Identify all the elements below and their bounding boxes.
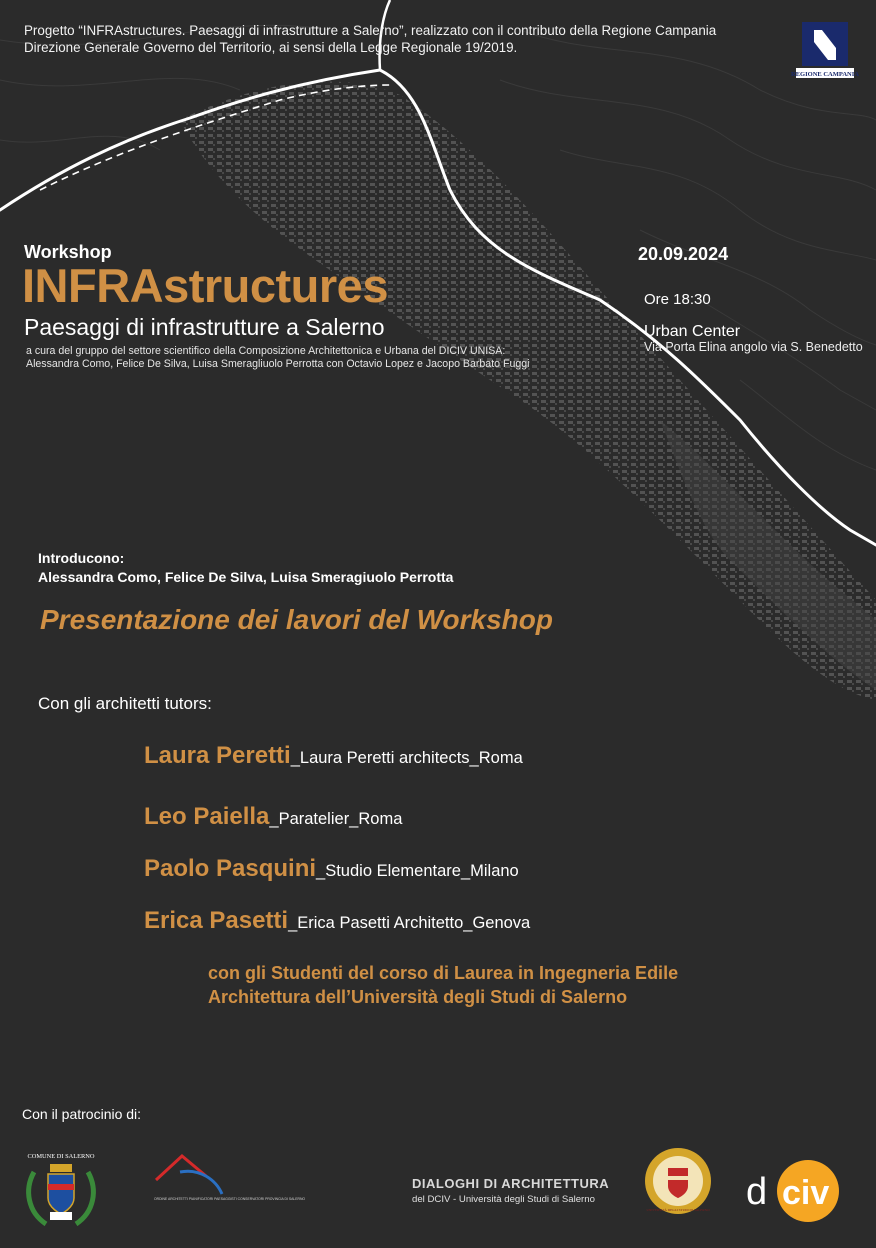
tutor-item xyxy=(144,803,402,831)
tutor-item xyxy=(144,742,523,770)
tutor-affiliation: _Erica Pasetti Architetto_Genova xyxy=(288,914,531,932)
intro-names: Alessandra Como, Felice De Silva, Luisa Smeragiuolo Perrotta xyxy=(38,569,454,585)
dciv-civ: civ xyxy=(782,1174,830,1212)
tutor-name: Leo Paiella xyxy=(144,803,270,830)
ordine-architetti-label: ORDINE ARCHITETTI PIANIFICATORI PAESAGGISTI CONSERVATORI PROVINCIA DI SALERNO xyxy=(154,1197,306,1201)
tutor-item xyxy=(144,855,519,883)
tutor-affiliation: _Laura Peretti architects_Roma xyxy=(290,749,523,767)
event-time: Ore 18:30 xyxy=(644,291,711,308)
unisa-label: UNIVERSITÀ DEGLI STUDI DI SALERNO xyxy=(646,1208,710,1212)
event-address: Via Porta Elina angolo via S. Benedetto xyxy=(644,340,863,354)
tutor-name: Laura Peretti xyxy=(144,742,291,769)
event-title: INFRAstructures xyxy=(22,259,388,312)
event-venue: Urban Center xyxy=(644,323,741,340)
patronage-heading: Con il patrocinio di: xyxy=(22,1106,142,1122)
credits-line-2: Direzione Generale Governo del Territorio, ai sensi della Legge Regionale 19/2019. xyxy=(24,40,518,55)
tutor-affiliation: _Studio Elementare_Milano xyxy=(316,862,519,880)
event-date: 20.09.2024 xyxy=(638,244,729,264)
regione-campania-label: REGIONE CAMPANIA xyxy=(791,71,859,78)
workshop-label: Workshop xyxy=(24,242,112,262)
tutor-name: Erica Pasetti xyxy=(144,907,289,934)
dciv-logo xyxy=(746,1156,842,1226)
curator-line-1: a cura del gruppo del settore scientifico della Composizione Architettonica e Urbana del DICIV UNISA: xyxy=(26,345,506,357)
unisa-seal-logo xyxy=(643,1146,713,1216)
credits-line-1: Progetto “INFRAstructures. Paesaggi di infrastrutture a Salerno”, realizzato con il contributo della Regione Campania xyxy=(24,23,717,38)
curator-info xyxy=(26,345,626,371)
project-credits xyxy=(24,22,794,56)
regione-campania-logo xyxy=(791,22,859,78)
students-note xyxy=(208,961,678,1009)
students-line-2: Architettura dell’Università degli Studi di Salerno xyxy=(208,987,628,1007)
comune-salerno-label: COMUNE DI SALERNO xyxy=(27,1153,95,1160)
tutor-affiliation: _Paratelier_Roma xyxy=(269,810,403,828)
event-subtitle: Paesaggi di infrastrutture a Salerno xyxy=(24,314,385,340)
ordine-architetti-logo xyxy=(150,1150,306,1210)
presentation-title: Presentazione dei lavori del Workshop xyxy=(40,604,553,635)
students-line-1: con gli Studenti del corso di Laurea in Ingegneria Edile xyxy=(208,963,679,983)
tutor-item xyxy=(144,907,530,935)
dialoghi-subtitle: del DCIV - Università degli Studi di Salerno xyxy=(412,1194,595,1205)
tutor-name: Paolo Pasquini xyxy=(144,855,317,882)
dialoghi-title: DIALOGHI DI ARCHITETTURA xyxy=(412,1176,610,1191)
curator-line-2: Alessandra Como, Felice De Silva, Luisa Smeragliuolo Perrotta con Octavio Lopez e Jacopo Barbato Fuggi xyxy=(26,358,530,370)
tutors-heading: Con gli architetti tutors: xyxy=(38,694,212,713)
comune-salerno-logo xyxy=(20,1150,102,1230)
intro-heading: Introducono: xyxy=(38,550,125,566)
dciv-d: d xyxy=(746,1171,768,1213)
